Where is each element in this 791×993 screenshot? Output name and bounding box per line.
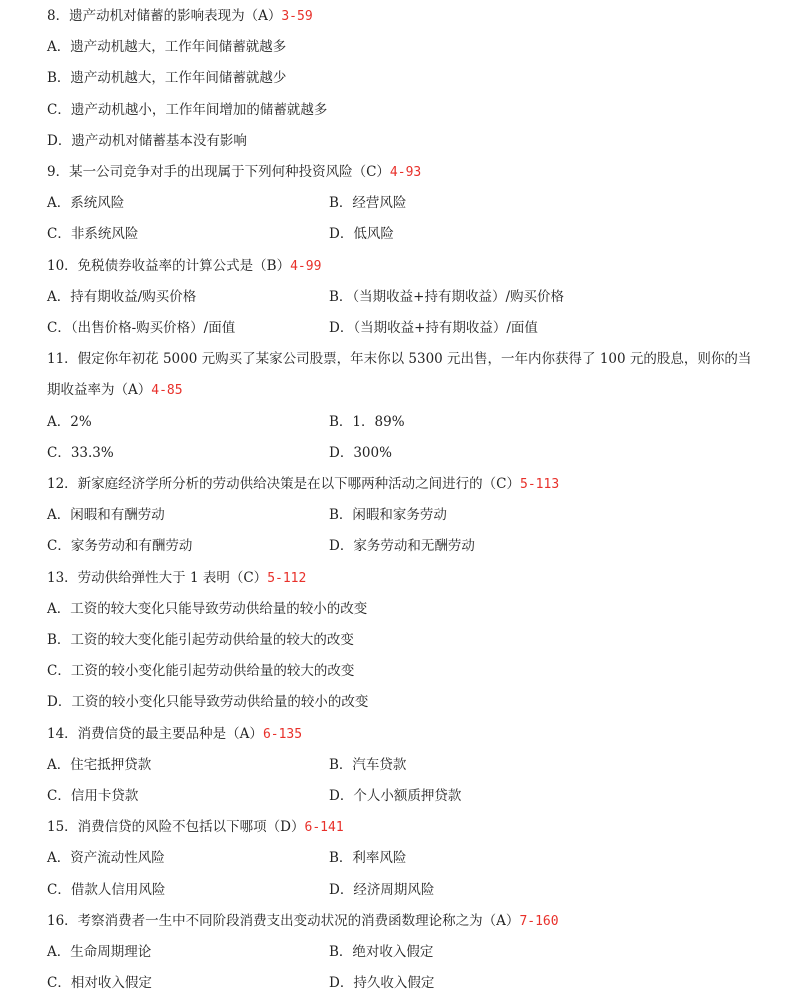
question-text: 8．遗产动机对储蓄的影响表现为（A） xyxy=(47,8,282,24)
option-row xyxy=(47,194,767,212)
option-a: C．相对收入假定 xyxy=(47,975,152,992)
option-row xyxy=(47,943,767,961)
question-text: 16．考察消费者一生中不同阶段消费支出变动状况的消费函数理论称之为（A） xyxy=(47,912,520,929)
option-a: C．遗产动机越小，工作年间增加的储蓄就越多 xyxy=(47,101,328,118)
question-stem xyxy=(47,725,302,744)
option-row xyxy=(47,38,767,56)
question-reference: 5-113 xyxy=(520,477,560,492)
option-row xyxy=(47,225,767,243)
option-row xyxy=(47,101,767,119)
option-a: D．工资的较小变化只能导致劳动供给量的较小的改变 xyxy=(47,694,369,711)
question-reference: 4-85 xyxy=(151,383,183,399)
option-a: C．工资的较小变化能引起劳动供给量的较大的改变 xyxy=(47,663,355,680)
option-row xyxy=(47,662,767,680)
question-reference: 6-141 xyxy=(304,820,344,836)
option-a: C．借款人信用风险 xyxy=(47,881,166,898)
question-stem xyxy=(47,475,559,494)
question-stem xyxy=(47,257,321,276)
question-text: 9．某一公司竞争对手的出现属于下列何种投资风险（C） xyxy=(47,164,390,180)
option-b: B．经营风险 xyxy=(329,195,407,212)
question-reference: 3-59 xyxy=(281,9,313,24)
question-stem-continued xyxy=(47,381,183,400)
option-row xyxy=(47,756,767,774)
option-a: A．闲暇和有酬劳动 xyxy=(47,507,165,524)
option-a: B．遗产动机越大，工作年间储蓄就越少 xyxy=(47,70,287,87)
option-row xyxy=(47,693,767,711)
option-b: D．家务劳动和无酬劳动 xyxy=(329,538,475,555)
question-text: 12．新家庭经济学所分析的劳动供给决策是在以下哪两种活动之间进行的（C） xyxy=(47,476,521,492)
option-row xyxy=(47,600,767,618)
option-row xyxy=(47,974,767,992)
option-b: D．300% xyxy=(329,444,392,461)
option-row xyxy=(47,537,767,555)
question-stem xyxy=(47,569,306,588)
question-reference: 7-160 xyxy=(519,913,559,929)
option-b: B．汽车贷款 xyxy=(329,756,407,773)
question-reference: 4-99 xyxy=(290,258,322,274)
option-b: D．低风险 xyxy=(329,226,394,243)
question-stem xyxy=(47,7,313,26)
option-row xyxy=(47,881,767,899)
option-row xyxy=(47,132,767,150)
option-b: D．经济周期风险 xyxy=(329,881,435,898)
option-a: D．遗产动机对储蓄基本没有影响 xyxy=(47,132,247,149)
option-row xyxy=(47,319,767,337)
option-a: A．住宅抵押贷款 xyxy=(47,756,152,773)
option-row xyxy=(47,288,767,306)
option-row xyxy=(47,787,767,805)
option-a: A．持有期收益/购买价格 xyxy=(47,288,197,305)
question-reference: 6-135 xyxy=(262,726,303,742)
option-b: D．持久收入假定 xyxy=(329,975,435,992)
option-b: B．（当期收益+持有期收益）/购买价格 xyxy=(329,288,565,305)
question-text: 10．免税债券收益率的计算公式是（B） xyxy=(47,257,291,274)
option-b: B．绝对收入假定 xyxy=(329,944,434,960)
option-row xyxy=(47,69,767,87)
option-b: B．利率风险 xyxy=(329,850,407,867)
option-row xyxy=(47,506,767,524)
question-reference: 5-112 xyxy=(267,570,307,586)
question-stem xyxy=(47,818,344,837)
option-a: A．资产流动性风险 xyxy=(47,850,165,867)
option-b: D．（当期收益+持有期收益）/面值 xyxy=(329,320,538,336)
question-reference: 4-93 xyxy=(389,165,422,180)
option-a: C．家务劳动和有酬劳动 xyxy=(47,538,193,555)
option-row xyxy=(47,444,767,462)
option-row xyxy=(47,849,767,867)
option-a: B．工资的较大变化能引起劳动供给量的较大的改变 xyxy=(47,632,354,648)
option-a: A．工资的较大变化只能导致劳动供给量的较小的改变 xyxy=(47,600,368,617)
option-row xyxy=(47,631,767,649)
option-a: C．非系统风险 xyxy=(47,226,139,243)
option-a: A．系统风险 xyxy=(47,195,125,212)
question-text: 期收益率为（A） xyxy=(47,382,152,399)
question-text: 14．消费信贷的最主要品种是（A） xyxy=(47,725,263,742)
question-stem xyxy=(47,163,421,182)
option-a: C．信用卡贷款 xyxy=(47,788,139,804)
option-b: B．闲暇和家务劳动 xyxy=(329,507,447,524)
question-stem xyxy=(47,912,559,931)
option-b: B．1．89% xyxy=(329,413,405,430)
question-text: 11．假定你年初花 5000 元购买了某家公司股票，年末你以 5300 元出售，一年内你获得了 100 元的股息，则你的当 xyxy=(47,351,752,368)
question-stem xyxy=(47,350,751,368)
option-a: C．（出售价格-购买价格）/面值 xyxy=(47,320,236,336)
option-a: A．2% xyxy=(47,413,92,430)
option-b: D．个人小额质押贷款 xyxy=(329,788,462,804)
option-a: A．遗产动机越大，工作年间储蓄就越多 xyxy=(47,39,287,56)
question-text: 15．消费信贷的风险不包括以下哪项（D） xyxy=(47,819,305,836)
option-a: A．生命周期理论 xyxy=(47,944,152,960)
option-row xyxy=(47,413,767,431)
option-a: C．33.3% xyxy=(47,444,114,461)
question-text: 13．劳动供给弹性大于 1 表明（C） xyxy=(47,569,268,586)
